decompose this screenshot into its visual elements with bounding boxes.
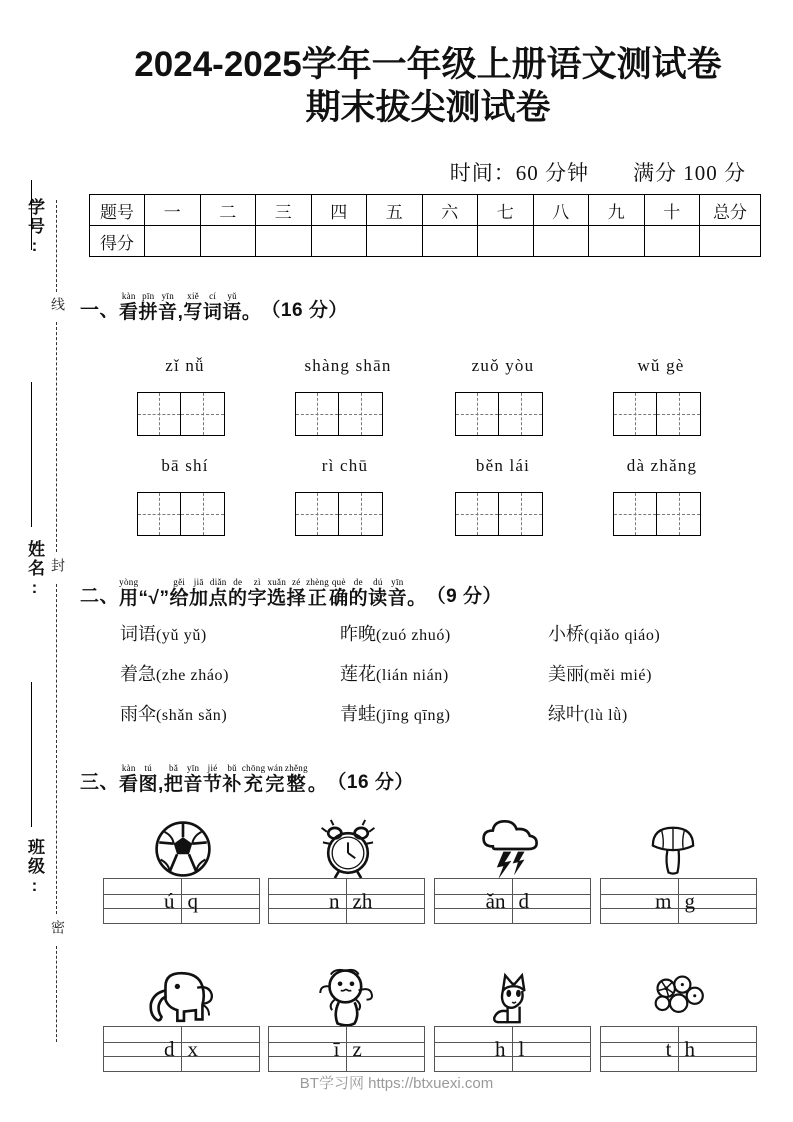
ruby-unit [139, 292, 159, 322]
score-cell-6[interactable] [422, 226, 478, 257]
ruby-unit [222, 764, 242, 794]
ruby-pinyin: dú [373, 577, 383, 587]
ruby-hanzi: 读 [368, 588, 388, 609]
ruby-unit [265, 764, 285, 794]
score-table [89, 194, 761, 257]
score-cell-9[interactable] [589, 226, 645, 257]
grid-cell[interactable] [613, 392, 657, 436]
pinyin-glyph: t [665, 1036, 672, 1061]
ruby-hanzi: 。 [407, 588, 427, 609]
pinyin-glyph: m [655, 888, 672, 913]
score-cell-1[interactable] [145, 226, 201, 257]
ruby-hanzi: 语 [222, 302, 242, 323]
choice-word: 雨伞 [120, 704, 156, 724]
character-grid-6[interactable] [295, 492, 383, 536]
ruby-unit [368, 578, 388, 608]
pinyin-grid-3[interactable] [434, 878, 591, 924]
section-1-number: 一、 [80, 300, 120, 321]
ruby-unit [189, 578, 209, 608]
title-line-2: 期末拔尖测试卷 [305, 87, 551, 127]
pinyin-label-8: dà zhǎng [626, 456, 698, 475]
seal-char-xian: 线 [50, 297, 66, 311]
col-head-9: 九 [589, 195, 645, 226]
ruby-pinyin: xuǎn [267, 577, 287, 587]
grid-cell[interactable] [455, 392, 499, 436]
choice-word: 小桥 [548, 624, 584, 644]
pinyin-grid-6[interactable] [268, 1026, 425, 1072]
ruby-hanzi: 完 [265, 774, 285, 795]
grid-cell[interactable] [499, 392, 543, 436]
ruby-pinyin: jiā [193, 577, 204, 587]
ruby-hanzi: 写 [183, 302, 203, 323]
alarm-clock-icon [300, 812, 396, 886]
ruby-unit [242, 292, 262, 322]
grid-cell[interactable] [181, 392, 225, 436]
ruby-hanzi: 图 [138, 774, 159, 795]
page-title [78, 44, 778, 129]
pinyin-label-7: běn lái [475, 456, 531, 475]
ruby-hanzi: 拼 [138, 302, 159, 323]
section-3-number: 三、 [80, 772, 120, 793]
field-rule-name [31, 382, 32, 527]
ruby-unit [306, 578, 329, 608]
ruby-hanzi: 选 [267, 588, 287, 609]
character-grid-5[interactable] [137, 492, 225, 536]
ruby-pinyin: zhěng [284, 763, 308, 773]
ruby-pinyin: bǔ [227, 763, 237, 773]
ruby-pinyin: pīn [142, 291, 155, 301]
pinyin-cell-left[interactable] [269, 1027, 347, 1071]
ruby-hanzi: , [177, 302, 184, 323]
pinyin-cell-left[interactable] [269, 879, 347, 923]
ruby-hanzi: 整 [286, 774, 307, 795]
ruby-unit [407, 578, 427, 608]
ruby-unit [228, 578, 248, 608]
col-head-1: 一 [145, 195, 201, 226]
pinyin-glyph: d [164, 1036, 175, 1061]
ruby-pinyin: gěi [173, 577, 186, 587]
ruby-pinyin: kàn [121, 763, 136, 773]
pinyin-glyph: n [329, 888, 340, 913]
grid-cell[interactable] [339, 492, 383, 536]
choice-item-2[interactable] [340, 620, 451, 646]
pinyin-glyph: x [187, 1036, 198, 1061]
ruby-unit [267, 578, 287, 608]
ruby-hanzi: 音 [183, 774, 203, 795]
ruby-hanzi: 把 [163, 774, 184, 795]
ruby-unit [222, 292, 242, 322]
ruby-unit [139, 578, 170, 608]
ruby-hanzi: 。 [307, 774, 328, 795]
field-label-name: 姓名: [25, 540, 44, 599]
ruby-pinyin: de [353, 577, 363, 587]
ruby-hanzi: 看 [119, 302, 139, 323]
soccer-ball-icon [135, 812, 231, 886]
ruby-unit [248, 578, 268, 608]
score-cell-3[interactable] [256, 226, 312, 257]
choice-options[interactable]: (zhe zháo) [156, 667, 230, 684]
ruby-pinyin: wán [267, 763, 284, 773]
ruby-unit [139, 764, 159, 794]
pinyin-glyph: g [684, 888, 695, 913]
ruby-unit [349, 578, 369, 608]
ruby-unit [287, 578, 307, 608]
character-grid-2[interactable] [295, 392, 383, 436]
ruby-unit [285, 764, 308, 794]
ruby-hanzi: 补 [222, 774, 242, 795]
grid-cell[interactable] [137, 392, 181, 436]
section-1-points: （16 分） [261, 300, 348, 321]
pinyin-glyph: ú [164, 888, 175, 913]
section-2-number: 二、 [80, 586, 120, 607]
grid-cell[interactable] [613, 492, 657, 536]
choice-options[interactable]: (měi mié) [584, 667, 653, 684]
ruby-unit [164, 764, 184, 794]
score-cell-total[interactable] [700, 226, 761, 257]
ruby-pinyin: yǔ [227, 291, 237, 301]
choice-options[interactable]: (lù lǜ) [584, 707, 628, 724]
ruby-unit [209, 578, 229, 608]
choice-item-9[interactable] [548, 700, 628, 726]
section-1-heading [80, 292, 348, 322]
choice-word: 美丽 [548, 664, 584, 684]
pinyin-glyph: d [518, 888, 529, 913]
pinyin-glyph: l [518, 1036, 525, 1061]
ruby-hanzi: 音 [387, 588, 408, 609]
pinyin-cell-right[interactable] [679, 1027, 757, 1071]
pinyin-glyph: zh [352, 888, 373, 913]
field-rule-class [31, 682, 32, 827]
section-2-ruby-text [119, 577, 427, 609]
row-label-score: 得分 [90, 226, 145, 257]
choice-options[interactable]: (jīng qīng) [376, 707, 451, 724]
ruby-pinyin: kàn [121, 291, 136, 301]
ruby-hanzi: “√” [138, 588, 170, 609]
pinyin-cell-right[interactable] [182, 879, 260, 923]
pinyin-glyph: h [495, 1036, 506, 1061]
col-head-7: 七 [478, 195, 534, 226]
pinyin-cell-left[interactable] [104, 879, 182, 923]
field-label-class: 班级: [25, 838, 44, 897]
ruby-unit [169, 578, 189, 608]
grid-cell[interactable] [339, 392, 383, 436]
pinyin-grid-4[interactable] [600, 878, 757, 924]
score-cell-4[interactable] [311, 226, 367, 257]
lightning-cloud-icon [462, 812, 558, 886]
grid-cell[interactable] [295, 392, 339, 436]
score-cell-7[interactable] [478, 226, 534, 257]
choice-item-8[interactable] [340, 700, 451, 726]
choice-word: 莲花 [340, 664, 376, 684]
table-row-scores [90, 226, 761, 257]
col-head-2: 二 [200, 195, 256, 226]
pinyin-grid-8[interactable] [600, 1026, 757, 1072]
ruby-pinyin: cí [209, 291, 217, 301]
pinyin-cell-right[interactable] [513, 879, 591, 923]
ruby-unit [329, 578, 349, 608]
ruby-pinyin: zé [292, 577, 301, 587]
seal-char-mi: 密 [50, 920, 66, 934]
pinyin-glyph: h [684, 1036, 695, 1061]
binding-margin [0, 0, 78, 1122]
pinyin-label-2: shàng shān [304, 356, 392, 375]
ruby-pinyin: de [233, 577, 243, 587]
pinyin-cell-right[interactable] [513, 1027, 591, 1071]
character-grid-7[interactable] [455, 492, 543, 536]
choice-options[interactable]: (lián nián) [376, 667, 449, 684]
ruby-hanzi: 的 [228, 588, 248, 609]
col-head-8: 八 [533, 195, 589, 226]
fox-icon [468, 960, 564, 1034]
character-grid-8[interactable] [613, 492, 701, 536]
pinyin-cell-right[interactable] [182, 1027, 260, 1071]
section-1-ruby-text [119, 291, 262, 323]
row-label-question: 题号 [90, 195, 145, 226]
ruby-pinyin: xiě [187, 291, 200, 301]
ruby-pinyin: chōng [241, 763, 266, 773]
seal-char-feng: 封 [50, 558, 66, 572]
grid-cell[interactable] [137, 492, 181, 536]
section-3-ruby-text [119, 763, 328, 795]
section-2-heading [80, 578, 502, 608]
ruby-hanzi: 词 [202, 302, 223, 323]
mushroom-icon [625, 812, 721, 886]
pinyin-cell-left[interactable] [601, 1027, 679, 1071]
ruby-pinyin: yīn [186, 763, 200, 773]
choice-options[interactable]: (qiǎo qiáo) [584, 627, 661, 644]
pinyin-cell-left[interactable] [104, 1027, 182, 1071]
pinyin-glyph: ǎn [485, 888, 506, 913]
seal-dashed-line-mid1 [56, 322, 57, 552]
site-watermark: BT学习网 https://btxuexi.com [299, 1075, 494, 1092]
ruby-unit [158, 292, 178, 322]
choice-item-4[interactable] [120, 660, 229, 686]
field-rule-student-id [31, 180, 32, 250]
character-grid-4[interactable] [613, 392, 701, 436]
grid-cell[interactable] [295, 492, 339, 536]
ruby-unit [119, 578, 139, 608]
ruby-hanzi: 给 [169, 588, 189, 609]
title-line-1: 2024-2025学年一年级上册语文测试卷 [134, 45, 722, 84]
section-3-heading [80, 764, 414, 794]
ruby-hanzi: 加 [188, 588, 209, 609]
ruby-hanzi: 音 [158, 302, 178, 323]
ruby-pinyin: què [331, 577, 346, 587]
pinyin-grid-2[interactable] [268, 878, 425, 924]
ruby-unit [203, 292, 223, 322]
exam-meta-info: 时间：60 分钟 满分 100 分 [449, 161, 746, 185]
col-head-3: 三 [256, 195, 312, 226]
col-head-10: 十 [644, 195, 700, 226]
pinyin-cell-right[interactable] [679, 879, 757, 923]
choice-item-1[interactable] [120, 620, 207, 646]
choice-item-5[interactable] [340, 660, 449, 686]
field-label-student-id: 学号: [25, 198, 44, 257]
pinyin-cell-right[interactable] [347, 879, 425, 923]
ruby-unit [388, 578, 408, 608]
grid-cell[interactable] [181, 492, 225, 536]
score-cell-10[interactable] [644, 226, 700, 257]
pinyin-cell-left[interactable] [435, 879, 513, 923]
seal-dashed-line-bottom [56, 946, 57, 1042]
ruby-unit [183, 764, 203, 794]
col-head-4: 四 [311, 195, 367, 226]
seal-dashed-line-mid2 [56, 584, 57, 914]
pinyin-cell-left[interactable] [435, 1027, 513, 1071]
col-head-6: 六 [422, 195, 478, 226]
grid-cell[interactable] [455, 492, 499, 536]
ruby-pinyin: yīn [161, 291, 174, 301]
pinyin-label-6: rì chū [321, 456, 369, 475]
ruby-pinyin: tú [144, 763, 153, 773]
elephant-icon [132, 960, 228, 1034]
ruby-pinyin: diǎn [209, 577, 227, 587]
pinyin-grid-5[interactable] [103, 1026, 260, 1072]
col-head-5: 五 [367, 195, 423, 226]
lion-icon [300, 960, 396, 1034]
grid-cell[interactable] [657, 492, 701, 536]
pinyin-glyph: q [187, 888, 198, 913]
ruby-pinyin: zì [253, 577, 261, 587]
ruby-hanzi: 看 [119, 774, 139, 795]
score-cell-2[interactable] [200, 226, 256, 257]
ruby-pinyin: bǎ [169, 763, 179, 773]
ruby-hanzi: 点 [208, 588, 229, 609]
ruby-hanzi: , [158, 774, 164, 795]
choice-options[interactable]: (shǎn sǎn) [156, 707, 228, 724]
choice-item-7[interactable] [120, 700, 227, 726]
pinyin-label-3: zuǒ yòu [471, 356, 535, 375]
ruby-pinyin: yòng [119, 577, 139, 587]
ruby-unit [183, 292, 203, 322]
grid-cell[interactable] [657, 392, 701, 436]
ruby-unit [203, 764, 223, 794]
pinyin-label-4: wǔ gè [637, 356, 685, 375]
score-cell-5[interactable] [367, 226, 423, 257]
ruby-unit [119, 764, 139, 794]
grid-cell[interactable] [499, 492, 543, 536]
seal-dashed-line-top [56, 200, 57, 292]
ruby-hanzi: 的 [348, 588, 369, 609]
pinyin-glyph: ī [333, 1036, 340, 1061]
choice-word: 着急 [120, 664, 156, 684]
ruby-hanzi: 字 [247, 588, 268, 609]
ruby-pinyin: yīn [391, 577, 404, 587]
choice-word: 昨晚 [340, 624, 376, 644]
character-grid-3[interactable] [455, 392, 543, 436]
choice-word: 青蛙 [340, 704, 376, 724]
ruby-unit [308, 764, 328, 794]
ruby-hanzi: 用 [119, 588, 139, 609]
score-cell-8[interactable] [533, 226, 589, 257]
choice-options[interactable]: (zuó zhuó) [376, 627, 451, 644]
section-2-points: （9 分） [426, 586, 503, 607]
table-row-question-numbers [90, 195, 761, 226]
ruby-hanzi: 。 [241, 302, 262, 323]
ruby-hanzi: 充 [243, 774, 264, 795]
ruby-unit [119, 292, 139, 322]
pinyin-grid-1[interactable] [103, 878, 260, 924]
ruby-hanzi: 择 [286, 588, 307, 609]
pinyin-cell-left[interactable] [601, 879, 679, 923]
flower-icon [630, 960, 726, 1034]
choice-item-6[interactable] [548, 660, 652, 686]
ruby-pinyin: zhèng [306, 577, 330, 587]
character-grid-1[interactable] [137, 392, 225, 436]
pinyin-cell-right[interactable] [347, 1027, 425, 1071]
ruby-hanzi: 确 [329, 588, 349, 609]
pinyin-glyph: z [352, 1036, 362, 1061]
choice-word: 绿叶 [548, 704, 584, 724]
choice-word: 词语 [120, 624, 156, 644]
col-head-total: 总分 [700, 195, 761, 226]
choice-options[interactable]: (yǔ yǔ) [156, 627, 207, 644]
choice-item-3[interactable] [548, 620, 660, 646]
pinyin-label-1: zǐ nǚ [165, 356, 205, 375]
section-3-points: （16 分） [327, 772, 414, 793]
pinyin-label-5: bā shí [161, 456, 209, 475]
ruby-hanzi: 节 [202, 774, 223, 795]
ruby-hanzi: 正 [307, 588, 328, 609]
ruby-unit [242, 764, 266, 794]
pinyin-grid-7[interactable] [434, 1026, 591, 1072]
ruby-pinyin: jié [207, 763, 218, 773]
